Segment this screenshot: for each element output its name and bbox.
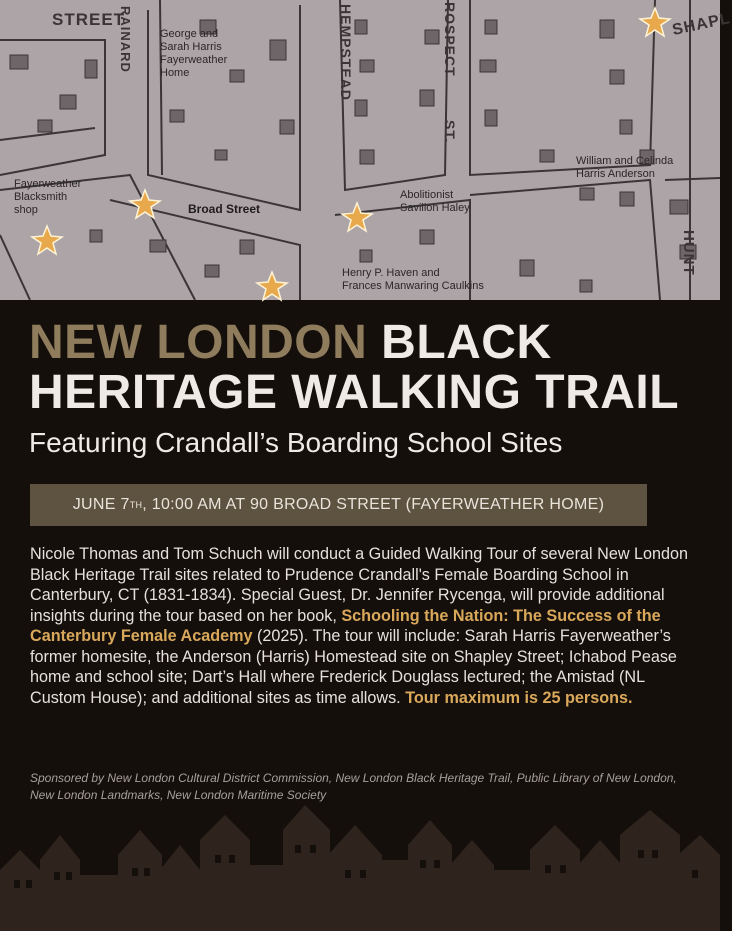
blacksmith-shop-label: Fayerweather Blacksmith shop [14, 178, 82, 216]
book-title: Schooling the Nation: The Success of the Canterbury Female Academy [30, 606, 661, 645]
shapley-street-label: SHAPL [670, 10, 732, 39]
town-silhouette [0, 800, 720, 931]
date-rest: , 10:00 AM AT 90 BROAD STREET (FAYERWEATHER HOME) [142, 496, 605, 513]
fayerweather-home-label: George and Sarah Harris Fayerweather Home [160, 28, 228, 79]
title-gold-text: NEW LONDON [29, 316, 368, 369]
brainard-street-label: RAINARD [118, 6, 133, 73]
title-white-text: BLACK [381, 316, 552, 369]
street-label: STREET [52, 10, 126, 29]
subtitle: Featuring Crandall’s Boarding School Sites [29, 427, 563, 458]
sponsor-line: Sponsored by New London Cultural District Commission, New London Black Heritage Trail, Public Library of New London, New London Landmarks, New London Maritime Society [30, 771, 677, 802]
map-drawing [0, 0, 720, 300]
anderson-label: William and Celinda Harris Anderson [576, 155, 674, 180]
st-label: ST. [442, 120, 458, 144]
historic-map [0, 0, 732, 300]
description-part-2: (2025). The tour will include: Sarah Harris Fayerweather’s former homesite, the Anderson (Harris) Homestead site on Shapley Street; Ichabod Pease home and school site; Dart’s Hall where Frederick Douglass lectured; the Amistad (NL Custom House); and additional sites as time allows. [30, 627, 677, 707]
broad-street-label: Broad Street [188, 202, 261, 216]
tour-maximum: Tour maximum is 25 persons. [405, 688, 633, 707]
date-banner [30, 484, 647, 526]
description [30, 544, 695, 708]
date-prefix: JUNE 7 [72, 496, 130, 513]
title-line-1 [29, 318, 552, 368]
title-line-2: HERITAGE WALKING TRAIL [29, 366, 680, 419]
date-sup: TH [129, 500, 143, 510]
hunt-street-label: HUNT [680, 230, 697, 276]
description-part-1: Nicole Thomas and Tom Schuch will conduct a Guided Walking Tour of several New London Black Heritage Trail sites related to Prudence Crandall's Female Boarding School in Canterbury, CT (1831-1834). Special Guest, Dr. Jennifer Rycenga, will provide additional insights during the tour based on her book, [30, 545, 689, 625]
abolitionist-label: Abolitionist Savilion Haley [400, 189, 470, 214]
prospect-street-label: ROSPECT [442, 2, 458, 77]
hempstead-street-label: HEMPSTEAD [338, 4, 354, 101]
haven-caulkins-label: Henry P. Haven and Frances Manwaring Caulkins [342, 267, 484, 292]
